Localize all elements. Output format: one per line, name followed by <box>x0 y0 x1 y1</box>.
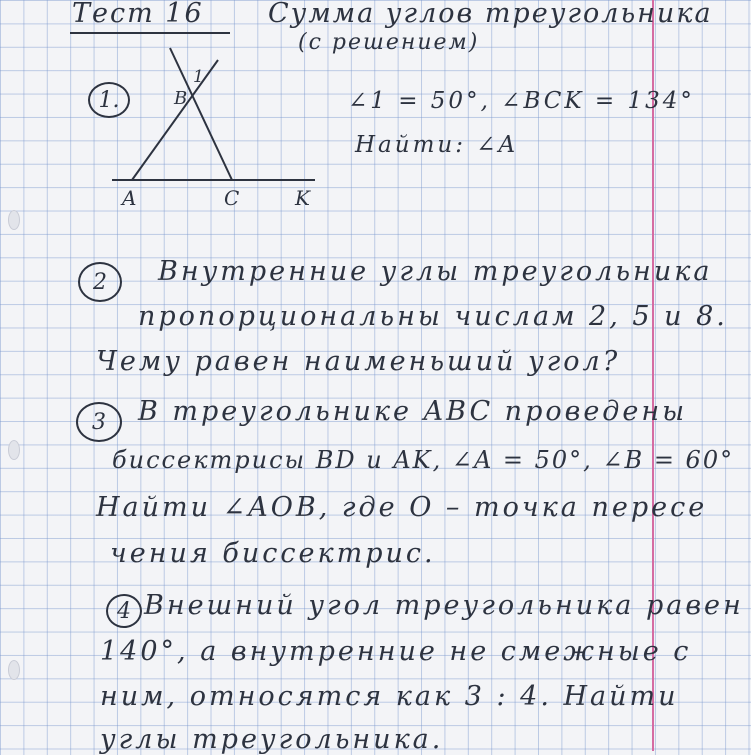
topic-subtitle: (с решением) <box>298 30 480 55</box>
label-a: A <box>122 186 137 210</box>
binding-hole <box>8 660 20 680</box>
problem-4-line-3: ним, относятся как 3 : 4. Найти <box>100 681 679 712</box>
problem-3-line-2: биссектрисы BD и AK, ∠A = 50°, ∠B = 60° <box>112 446 735 474</box>
problem-1-find: Найти: ∠A <box>355 132 519 158</box>
label-c: C <box>224 186 240 210</box>
binding-hole <box>8 210 20 230</box>
problem-number: 4 <box>106 594 142 628</box>
problem-number: 1. <box>88 82 130 118</box>
problem-4-line-1: Внешний угол треугольника равен <box>144 590 744 621</box>
problem-3-line-3: Найти ∠AOB, где O – точка пересе <box>96 492 708 523</box>
label-b: B <box>174 88 188 109</box>
problem-1-given: ∠1 = 50°, ∠BCK = 134° <box>348 88 695 114</box>
test-label: Тест 16 <box>72 0 204 29</box>
label-angle-1: 1 <box>193 67 204 87</box>
problem-2-line-2: пропорциональны числам 2, 5 и 8. <box>138 301 728 332</box>
label-k: K <box>295 186 310 210</box>
problem-number: 3 <box>76 402 122 442</box>
topic-title: Сумма углов треугольника <box>268 0 713 29</box>
triangle-figure <box>100 40 340 220</box>
binding-hole <box>8 440 20 460</box>
line-ab <box>132 60 218 180</box>
problem-number: 2 <box>78 262 122 302</box>
test-label-underline <box>70 32 230 34</box>
problem-4-line-4: углы треугольника. <box>100 724 444 755</box>
problem-2-line-3: Чему равен наименьший угол? <box>96 346 621 377</box>
problem-3-line-1: В треугольнике ABC проведены <box>138 396 688 427</box>
problem-2-line-1: Внутренние углы треугольника <box>158 256 713 287</box>
problem-4-line-2: 140°, а внутренние не смежные с <box>100 636 692 667</box>
problem-3-line-4: чения биссектрис. <box>110 538 436 569</box>
